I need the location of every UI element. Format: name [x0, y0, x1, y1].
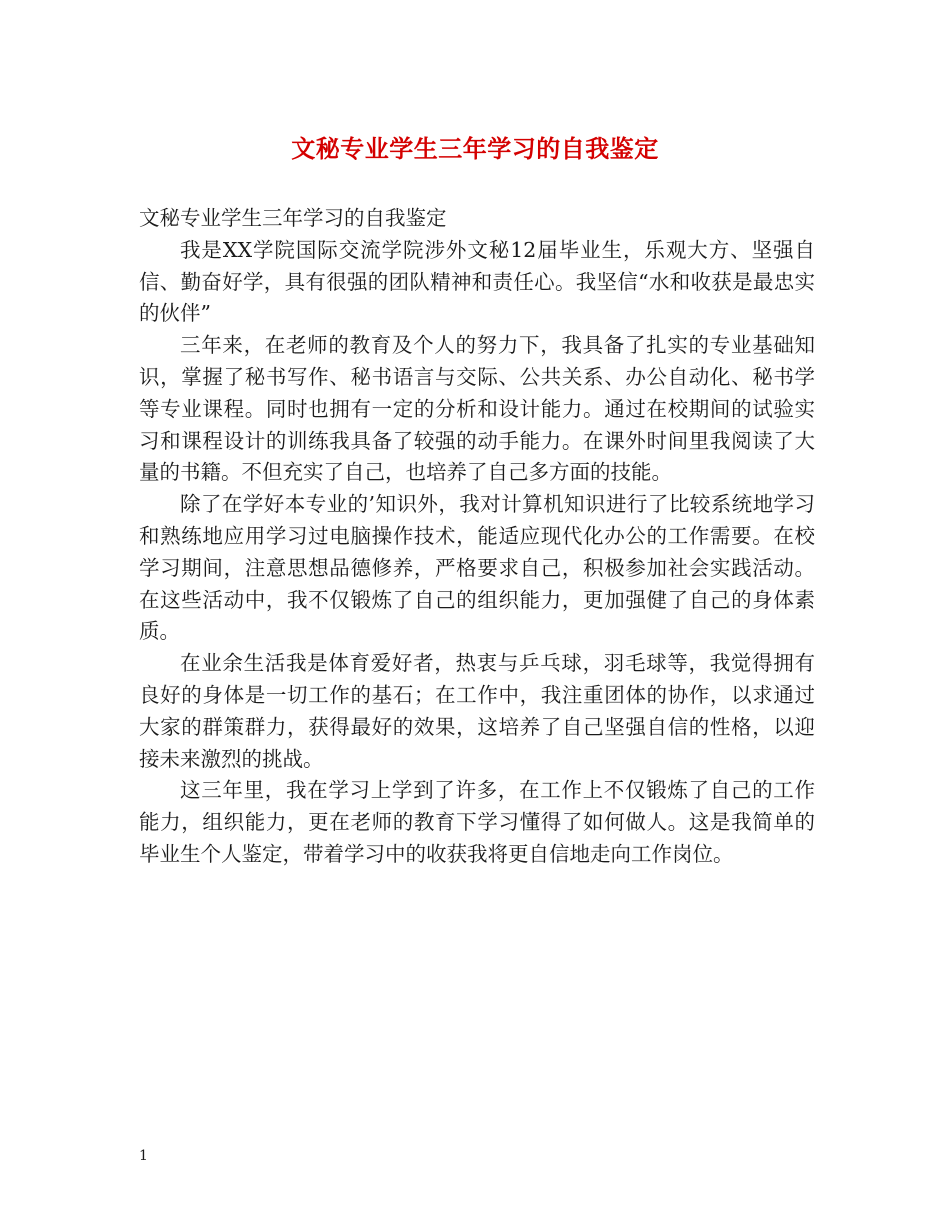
document-subtitle: 文秘专业学生三年学习的自我鉴定	[139, 206, 447, 230]
document-title: 文秘专业学生三年学习的自我鉴定	[291, 134, 659, 163]
paragraph-introduction: 我是XX学院国际交流学院涉外文秘12届毕业生，乐观大方、坚强自信、勤奋好学，具有很强的团队精神和责任心。我坚信“水和收获是最忠实的伙伴”	[139, 237, 815, 326]
paragraph-studies: 三年来，在老师的教育及个人的努力下，我具备了扎实的专业基础知识，掌握了秘书写作、秘书语言与交际、公共关系、办公自动化、秘书学等专业课程。同时也拥有一定的分析和设计能力。通过在校期间的试验实习和课程设计的训练我具备了较强的动手能力。在课外时间里我阅读了大量的书籍。不但充实了自己，也培养了自己多方面的技能。	[139, 333, 815, 485]
paragraph-conclusion: 这三年里，我在学习上学到了许多，在工作上不仅锻炼了自己的工作能力，组织能力，更在老师的教育下学习懂得了如何做人。这是我简单的毕业生个人鉴定，带着学习中的收获我将更自信地走向工作岗位。	[139, 778, 815, 866]
paragraph-computer-skills: 除了在学好本专业的’知识外，我对计算机知识进行了比较系统地学习和熟练地应用学习过电脑操作技术，能适应现代化办公的工作需要。在校学习期间，注意思想品德修养，严格要求自己，积极参加社会实践活动。在这些活动中，我不仅锻炼了自己的组织能力，更加强健了自己的身体素质。	[139, 492, 815, 644]
document-body	[139, 203, 815, 871]
page-number: 1	[139, 1148, 148, 1164]
paragraph-hobbies: 在业余生活我是体育爱好者，热衷与乒乓球，羽毛球等，我觉得拥有良好的身体是一切工作的基石；在工作中，我注重团体的协作，以求通过大家的群策群力，获得最好的效果，这培养了自己坚强自信的性格，以迎接未来激烈的挑战。	[139, 651, 815, 771]
